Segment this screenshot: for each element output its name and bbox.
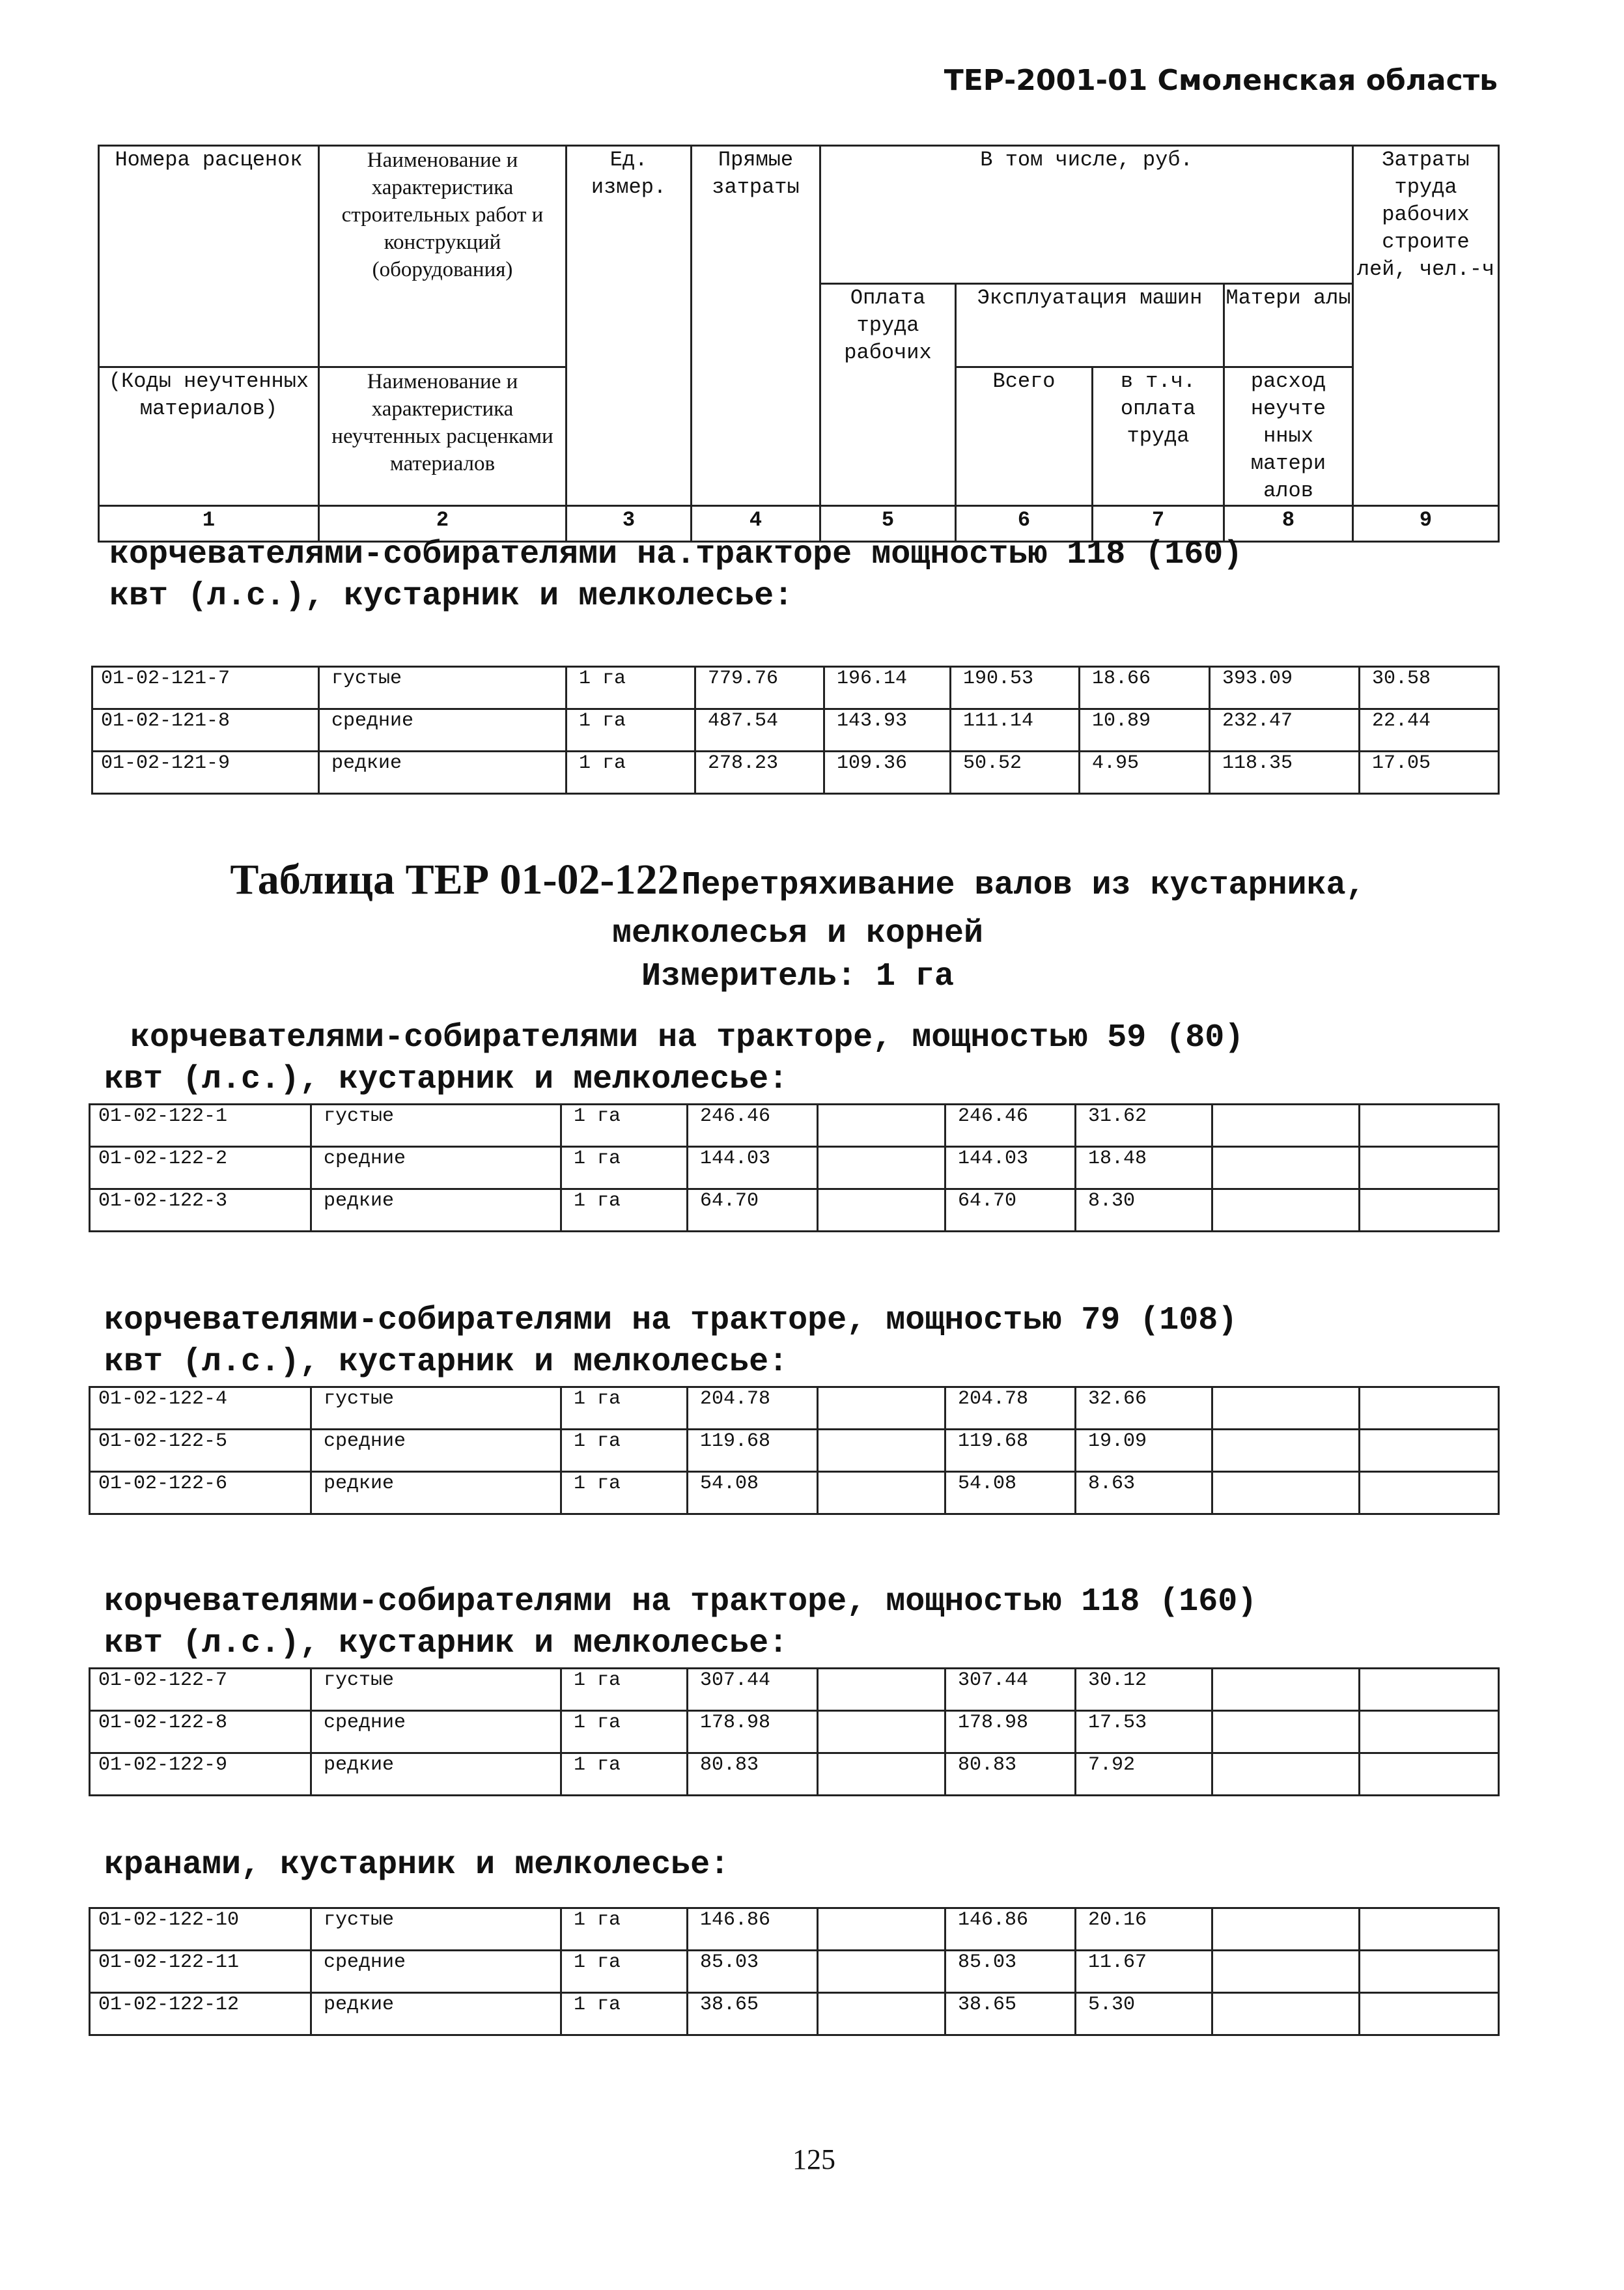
table-cell: 54.08 — [688, 1472, 818, 1514]
table-cell: 232.47 — [1210, 709, 1360, 752]
table-cell — [1360, 1993, 1499, 2035]
column-header-table — [98, 145, 1500, 543]
table-cell — [1360, 1147, 1499, 1189]
table-cell: 32.66 — [1076, 1387, 1212, 1430]
table-cell — [1212, 1951, 1360, 1993]
column-number: 6 — [956, 505, 1093, 541]
table-cell — [1360, 1908, 1499, 1951]
column-number: 1 — [99, 505, 319, 541]
table-cell: 1 га — [561, 1430, 688, 1472]
header-machines-wages-cell: в т.ч. оплата труда — [1093, 367, 1224, 505]
column-number: 7 — [1093, 505, 1224, 541]
table-cell: 30.12 — [1076, 1669, 1212, 1711]
table-cell — [818, 1472, 945, 1514]
table-cell: густые — [311, 1105, 561, 1147]
table-row — [90, 1951, 1499, 1993]
table-cell: 144.03 — [945, 1147, 1076, 1189]
table-cell: 1 га — [561, 1387, 688, 1430]
table-cell: 1 га — [561, 1147, 688, 1189]
page-number: 125 — [792, 2143, 835, 2175]
table-cell: густые — [311, 1669, 561, 1711]
table-cell — [1360, 1711, 1499, 1753]
column-number: 9 — [1353, 505, 1499, 541]
table-cell: редкие — [311, 1472, 561, 1514]
table-cell: 01-02-122-1 — [90, 1105, 311, 1147]
table-row — [90, 1189, 1499, 1232]
table-cell: 7.92 — [1076, 1753, 1212, 1796]
header-name-cell: Наименование и характеристика строительных работ и конструкций (оборудования) — [319, 146, 567, 284]
header-machines-total-cell: Всего — [956, 367, 1093, 505]
table-row — [92, 709, 1499, 752]
table-row — [90, 1387, 1499, 1430]
table-cell — [818, 1711, 945, 1753]
table-cell: 1 га — [567, 667, 695, 709]
table-cell: средние — [311, 1711, 561, 1753]
table-row — [90, 1147, 1499, 1189]
table-cell: средние — [311, 1147, 561, 1189]
section-heading: корчевателями-собирателями на тракторе, мощностью 59 (80) — [130, 1019, 1244, 1056]
table-cell: 01-02-122-8 — [90, 1711, 311, 1753]
table-cell — [1360, 1472, 1499, 1514]
table-cell: густые — [311, 1908, 561, 1951]
header-machines-cell: Эксплуатация машин — [956, 283, 1224, 367]
header-direct-costs-cell: Прямые затраты — [692, 146, 820, 506]
table-cell: 1 га — [561, 1908, 688, 1951]
table-cell: 487.54 — [695, 709, 824, 752]
table-cell — [818, 1147, 945, 1189]
table-cell: 38.65 — [688, 1993, 818, 2035]
table-cell: 146.86 — [945, 1908, 1076, 1951]
table-cell: 85.03 — [945, 1951, 1076, 1993]
table-row — [90, 1430, 1499, 1472]
table-cell: 01-02-122-3 — [90, 1189, 311, 1232]
table-row — [90, 1993, 1499, 2035]
table-cell — [1360, 1951, 1499, 1993]
column-number: 8 — [1224, 505, 1353, 541]
table-cell: 01-02-122-4 — [90, 1387, 311, 1430]
table-cell: 143.93 — [824, 709, 951, 752]
table-cell — [818, 1993, 945, 2035]
table-cell — [818, 1189, 945, 1232]
table-cell: 393.09 — [1210, 667, 1360, 709]
table-cell: 31.62 — [1076, 1105, 1212, 1147]
table-cell: 38.65 — [945, 1993, 1076, 2035]
table-cell: 1 га — [561, 1711, 688, 1753]
table-cell: 178.98 — [945, 1711, 1076, 1753]
table-cell: 111.14 — [951, 709, 1080, 752]
table-cell: 20.16 — [1076, 1908, 1212, 1951]
table-cell: 01-02-122-2 — [90, 1147, 311, 1189]
table-cell — [1212, 1753, 1360, 1796]
table-cell: 01-02-122-12 — [90, 1993, 311, 2035]
rates-table — [89, 1667, 1500, 1796]
table-cell: средние — [319, 709, 567, 752]
table-cell: 01-02-122-11 — [90, 1951, 311, 1993]
table-cell — [1212, 1711, 1360, 1753]
table-cell — [818, 1430, 945, 1472]
table-row — [90, 1908, 1499, 1951]
table-cell: 64.70 — [688, 1189, 818, 1232]
table-cell: 144.03 — [688, 1147, 818, 1189]
table-cell: 119.68 — [688, 1430, 818, 1472]
table-cell: 01-02-122-5 — [90, 1430, 311, 1472]
table-cell: 19.09 — [1076, 1430, 1212, 1472]
table-cell: 204.78 — [945, 1387, 1076, 1430]
table-cell — [1360, 1669, 1499, 1711]
table-cell — [1360, 1430, 1499, 1472]
table-cell: 18.66 — [1080, 667, 1210, 709]
section-heading: кранами, кустарник и мелколесье: — [104, 1846, 730, 1884]
table-cell: 11.67 — [1076, 1951, 1212, 1993]
table-cell: 196.14 — [824, 667, 951, 709]
table-cell — [1360, 1105, 1499, 1147]
table-cell — [818, 1951, 945, 1993]
table-cell: 01-02-122-6 — [90, 1472, 311, 1514]
table-cell: 1 га — [561, 1189, 688, 1232]
rates-table — [91, 666, 1500, 795]
table-row — [90, 1669, 1499, 1711]
section-heading: корчевателями-собирателями на тракторе, мощностью 118 (160) квт (л.с.), кустарник и мелколесье: — [104, 1583, 1257, 1662]
table-cell: 146.86 — [688, 1908, 818, 1951]
table-cell: средние — [311, 1951, 561, 1993]
table-row — [92, 752, 1499, 794]
header-unaccounted-usage-cell: расход неучте нных матери алов — [1224, 367, 1353, 505]
table-cell: 307.44 — [688, 1669, 818, 1711]
table-cell: 01-02-121-8 — [92, 709, 319, 752]
table-cell — [1212, 1472, 1360, 1514]
table-cell: 50.52 — [951, 752, 1080, 794]
table-cell: редкие — [311, 1753, 561, 1796]
table-cell — [818, 1387, 945, 1430]
table-cell: 85.03 — [688, 1951, 818, 1993]
table-cell — [818, 1669, 945, 1711]
table-cell: средние — [311, 1430, 561, 1472]
rates-table — [89, 1386, 1500, 1515]
table-cell: 22.44 — [1360, 709, 1499, 752]
table-row — [90, 1105, 1499, 1147]
table-cell: 1 га — [561, 1472, 688, 1514]
table-cell — [818, 1105, 945, 1147]
table-cell: 17.53 — [1076, 1711, 1212, 1753]
table-cell: 01-02-121-9 — [92, 752, 319, 794]
table-cell: 17.05 — [1360, 752, 1499, 794]
table-cell: 80.83 — [688, 1753, 818, 1796]
table-cell: 246.46 — [688, 1105, 818, 1147]
table-cell — [1360, 1387, 1499, 1430]
rates-table — [89, 1103, 1500, 1232]
table-cell: 779.76 — [695, 667, 824, 709]
table-cell: редкие — [319, 752, 567, 794]
table-cell — [818, 1908, 945, 1951]
table-cell: 1 га — [561, 1753, 688, 1796]
rates-table — [89, 1907, 1500, 2036]
header-materials-cell: Матери алы — [1224, 283, 1353, 367]
document-title: ТЕР-2001-01 Смоленская область — [944, 64, 1498, 97]
table-row — [90, 1753, 1499, 1796]
table-cell: 8.63 — [1076, 1472, 1212, 1514]
table-cell: 54.08 — [945, 1472, 1076, 1514]
table-cell: 246.46 — [945, 1105, 1076, 1147]
table-cell: 1 га — [561, 1993, 688, 2035]
table-cell: редкие — [311, 1993, 561, 2035]
table-cell: 4.95 — [1080, 752, 1210, 794]
table-cell — [818, 1753, 945, 1796]
table-cell: 178.98 — [688, 1711, 818, 1753]
column-number: 2 — [319, 505, 567, 541]
section-heading-line2: квт (л.с.), кустарник и мелколесье: — [104, 1061, 789, 1098]
header-wages-cell: Оплата труда рабочих — [820, 283, 956, 505]
header-code-spacer — [99, 283, 319, 367]
table-cell: 118.35 — [1210, 752, 1360, 794]
table-cell — [1212, 1669, 1360, 1711]
table-cell: 1 га — [561, 1669, 688, 1711]
table-cell — [1212, 1993, 1360, 2035]
table-cell: 278.23 — [695, 752, 824, 794]
section-heading: корчевателями-собирателями на.тракторе мощностью 118 (160) квт (л.с.), кустарник и мелколесье: — [109, 536, 1243, 615]
table-cell: 5.30 — [1076, 1993, 1212, 2035]
table-cell: 18.48 — [1076, 1147, 1212, 1189]
table-row — [92, 667, 1499, 709]
table-cell: 80.83 — [945, 1753, 1076, 1796]
table-cell: 01-02-121-7 — [92, 667, 319, 709]
column-number: 3 — [567, 505, 692, 541]
table-cell: 10.89 — [1080, 709, 1210, 752]
table-cell: 190.53 — [951, 667, 1080, 709]
table-cell: 30.58 — [1360, 667, 1499, 709]
table-cell — [1212, 1430, 1360, 1472]
table-cell — [1212, 1387, 1360, 1430]
table-cell: 8.30 — [1076, 1189, 1212, 1232]
column-number: 4 — [692, 505, 820, 541]
column-number: 5 — [820, 505, 956, 541]
table-cell — [1360, 1753, 1499, 1796]
header-group-cell: В том числе, руб. — [820, 146, 1353, 284]
table-row — [90, 1711, 1499, 1753]
table-cell — [1212, 1908, 1360, 1951]
table-cell — [1212, 1105, 1360, 1147]
header-unaccounted-codes-cell: (Коды неучтенных материалов) — [99, 367, 319, 505]
header-unaccounted-names-cell: Наименование и характеристика неучтенных расценками материалов — [319, 367, 567, 505]
table-cell: 01-02-122-7 — [90, 1669, 311, 1711]
table-cell: 1 га — [567, 752, 695, 794]
table-cell: 119.68 — [945, 1430, 1076, 1472]
table-cell: 1 га — [561, 1105, 688, 1147]
header-unit-cell: Ед. измер. — [567, 146, 692, 506]
table-cell: 109.36 — [824, 752, 951, 794]
table-cell: 64.70 — [945, 1189, 1076, 1232]
table-row — [90, 1472, 1499, 1514]
table-title: Таблица ТЕР 01-02-122 Перетряхивание валов из кустарника, мелколесья и корней Измеритель: 1 га — [230, 856, 1365, 995]
table-cell: 1 га — [561, 1951, 688, 1993]
section-heading: корчевателями-собирателями на тракторе, мощностью 79 (108) квт (л.с.), кустарник и мелколесье: — [104, 1302, 1238, 1381]
table-cell: густые — [311, 1387, 561, 1430]
table-cell: 204.78 — [688, 1387, 818, 1430]
table-cell: 307.44 — [945, 1669, 1076, 1711]
header-labor-hours-cell: Затраты труда рабочих строите лей, чел.-ч — [1353, 146, 1499, 506]
table-cell: редкие — [311, 1189, 561, 1232]
table-cell — [1360, 1189, 1499, 1232]
header-code-cell: Номера расценок — [99, 146, 319, 284]
table-cell — [1212, 1147, 1360, 1189]
table-cell: 01-02-122-10 — [90, 1908, 311, 1951]
header-name-spacer — [319, 283, 567, 367]
table-cell: 1 га — [567, 709, 695, 752]
table-cell: густые — [319, 667, 567, 709]
table-cell — [1212, 1189, 1360, 1232]
table-cell: 01-02-122-9 — [90, 1753, 311, 1796]
